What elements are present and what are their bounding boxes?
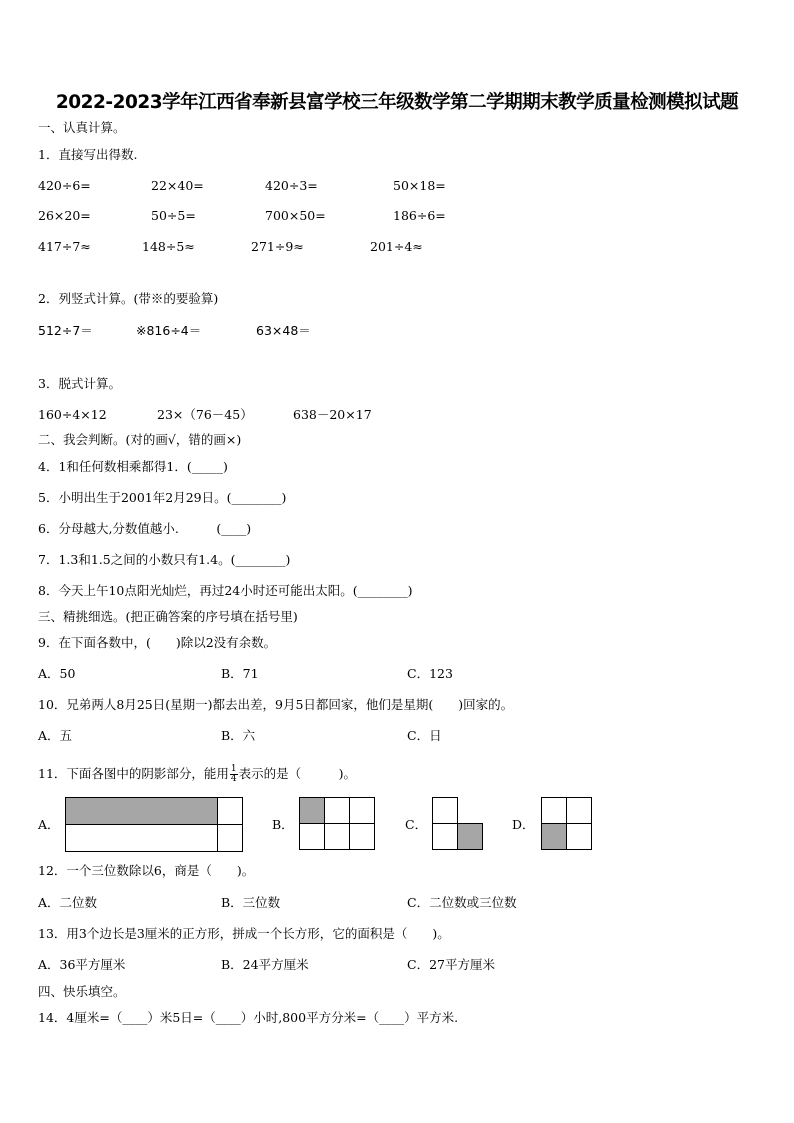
option-b: B．71 <box>221 666 259 681</box>
figure-cell <box>566 823 592 850</box>
figure-cell <box>432 823 458 850</box>
calc-item: 417÷7≈ <box>38 239 91 254</box>
vertical-calc-item: 512÷7＝ <box>38 323 93 338</box>
calc-item: 148÷5≈ <box>142 239 195 254</box>
question-8: 8．今天上午10点阳光灿烂，再过24小时还可能出太阳。(________) <box>38 583 413 598</box>
calc-item: 26×20= <box>38 208 91 223</box>
calc-item: 271÷9≈ <box>251 239 304 254</box>
figure-b <box>299 797 375 850</box>
section-heading-4: 四、快乐填空。 <box>38 984 126 999</box>
option-b: B．24平方厘米 <box>221 957 309 972</box>
step-calc-item: 638－20×17 <box>293 407 372 422</box>
step-calc-item: 160÷4×12 <box>38 407 107 422</box>
question-6: 6．分母越大,分数值越小. (____) <box>38 521 252 536</box>
question-9: 9．在下面各数中，( )除以2没有余数。 <box>38 635 277 650</box>
figure-cell-shaded <box>541 823 567 850</box>
figure-cell <box>324 797 350 824</box>
option-a: A．36平方厘米 <box>38 957 126 972</box>
fraction <box>230 765 238 784</box>
question-3: 3．脱式计算。 <box>38 376 121 391</box>
vertical-calc-item: 63×48＝ <box>256 323 311 338</box>
section-heading-1: 一、认真计算。 <box>38 120 126 135</box>
section-heading-2: 二、我会判断。(对的画√，错的画×) <box>38 432 242 447</box>
figure-label-c: C． <box>405 817 428 832</box>
calc-item: 50÷5= <box>151 208 196 223</box>
option-b: B．六 <box>221 728 256 743</box>
option-a: A．五 <box>38 728 73 743</box>
section-heading-3: 三、精挑细选。(把正确答案的序号填在括号里) <box>38 609 298 624</box>
question-11-text-before: 11．下面各图中的阴影部分，能用 <box>38 766 229 781</box>
calc-item: 420÷6= <box>38 178 91 193</box>
question-1: 1．直接写出得数. <box>38 147 138 162</box>
calc-item: 50×18= <box>393 178 446 193</box>
calc-item: 22×40= <box>151 178 204 193</box>
figure-label-b: B． <box>272 817 294 832</box>
figure-c <box>432 797 482 850</box>
question-10: 10．兄弟两人8月25日(星期一)都去出差，9月5日都回家，他们是星期( )回家的。 <box>38 697 514 712</box>
figure-cell <box>217 797 243 825</box>
calc-item: 186÷6= <box>393 208 446 223</box>
step-calc-item: 23×（76－45） <box>157 407 253 422</box>
calc-item: 420÷3= <box>265 178 318 193</box>
question-4: 4．1和任何数相乘都得1．(_____) <box>38 459 228 474</box>
figure-cell-shaded <box>299 797 325 824</box>
question-14: 14．4厘米=（____）米5日=（____）小时,800平方分米=（____）平方米. <box>38 1010 459 1025</box>
figure-cell <box>65 824 218 852</box>
figure-cell <box>349 823 375 850</box>
option-c: C．日 <box>407 728 442 743</box>
option-b: B．三位数 <box>221 895 281 910</box>
figure-cell-shaded <box>457 823 483 850</box>
question-5: 5．小明出生于2001年2月29日。(________) <box>38 490 287 505</box>
figure-cell <box>299 823 325 850</box>
calc-item: 700×50= <box>265 208 326 223</box>
fraction-denominator: 4 <box>230 774 237 784</box>
figure-cell <box>541 797 567 824</box>
figure-label-a: A． <box>38 817 60 832</box>
figure-cell <box>432 797 458 824</box>
question-7: 7．1.3和1.5之间的小数只有1.4。(________) <box>38 552 291 567</box>
figure-cell-shaded <box>65 797 218 825</box>
option-c: C．27平方厘米 <box>407 957 495 972</box>
calc-item: 201÷4≈ <box>370 239 423 254</box>
page-title: 2022-2023学年江西省奉新县富学校三年级数学第二学期期末教学质量检测模拟试题 <box>55 92 739 113</box>
question-11 <box>38 763 356 785</box>
fraction-numerator: 1 <box>230 764 237 774</box>
figure-a <box>65 797 243 852</box>
question-11-text-after: 表示的是（ )。 <box>238 766 357 781</box>
option-a: A．50 <box>38 666 76 681</box>
question-13: 13．用3个边长是3厘米的正方形，拼成一个长方形，它的面积是（ )。 <box>38 926 450 941</box>
figure-cell <box>349 797 375 824</box>
figure-d <box>541 797 592 850</box>
option-c: C．二位数或三位数 <box>407 895 517 910</box>
option-c: C．123 <box>407 666 453 681</box>
vertical-calc-item: ※816÷4＝ <box>136 323 202 338</box>
question-12: 12．一个三位数除以6，商是（ )。 <box>38 863 255 878</box>
figure-cell <box>324 823 350 850</box>
question-2: 2．列竖式计算。(带※的要验算) <box>38 291 219 306</box>
option-a: A．二位数 <box>38 895 98 910</box>
figure-label-d: D． <box>512 817 535 832</box>
figure-cell <box>566 797 592 824</box>
figure-cell <box>217 824 243 852</box>
